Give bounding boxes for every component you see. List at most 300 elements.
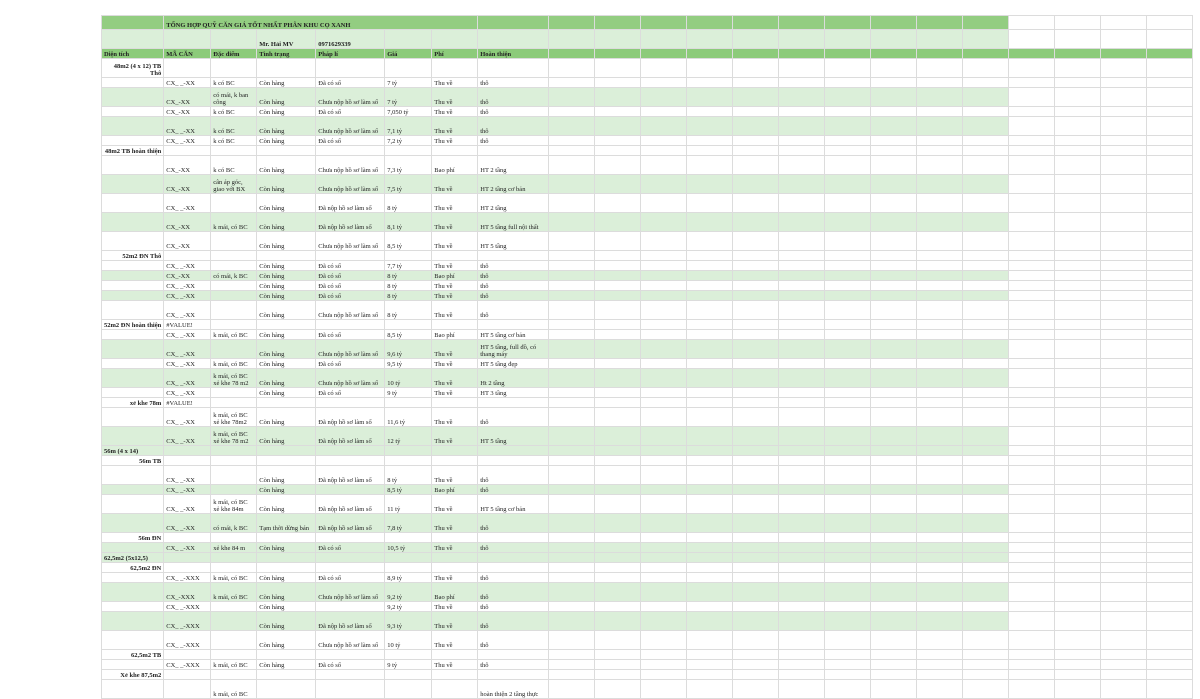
empty-cell[interactable] (687, 232, 733, 251)
empty-cell[interactable] (779, 340, 825, 359)
cell-status[interactable] (257, 146, 316, 156)
cell-unit-code[interactable] (164, 446, 211, 456)
empty-cell[interactable] (871, 680, 917, 699)
empty-cell[interactable] (641, 136, 687, 146)
empty-cell[interactable] (687, 30, 733, 49)
empty-cell[interactable] (1147, 670, 1193, 680)
cell-legal[interactable] (316, 146, 385, 156)
cell-finish[interactable]: thô (478, 261, 549, 271)
empty-cell[interactable] (641, 446, 687, 456)
empty-cell[interactable] (963, 369, 1009, 388)
empty-cell[interactable] (1147, 107, 1193, 117)
empty-cell[interactable] (1147, 16, 1193, 30)
cell-status[interactable]: Còn hàng (257, 232, 316, 251)
empty-cell[interactable] (687, 563, 733, 573)
empty-cell[interactable] (1147, 232, 1193, 251)
empty-cell[interactable] (871, 281, 917, 291)
empty-cell[interactable] (825, 271, 871, 281)
cell-legal[interactable]: Chưa nộp hồ sơ làm sổ (316, 175, 385, 194)
cell-feature[interactable] (211, 261, 257, 271)
empty-cell[interactable] (963, 59, 1009, 78)
empty-cell[interactable] (733, 466, 779, 485)
cell-status[interactable] (257, 650, 316, 660)
cell-price[interactable]: 9,2 tỷ (385, 583, 432, 602)
cell-finish[interactable]: thô (478, 107, 549, 117)
cell-status[interactable]: Tạm thời dừng bán (257, 514, 316, 533)
cell-feature[interactable]: có mái, k BC (211, 514, 257, 533)
empty-cell[interactable] (917, 408, 963, 427)
cell-price[interactable] (385, 320, 432, 330)
cell-legal[interactable] (316, 59, 385, 78)
empty-cell[interactable] (1009, 88, 1055, 107)
empty-cell[interactable] (963, 107, 1009, 117)
empty-cell[interactable] (917, 59, 963, 78)
empty-cell[interactable] (641, 670, 687, 680)
cell-finish[interactable] (478, 563, 549, 573)
cell-fee[interactable]: Thu về (432, 117, 478, 136)
cell-finish[interactable]: thô (478, 485, 549, 495)
empty-cell[interactable] (1009, 146, 1055, 156)
empty-cell[interactable] (779, 573, 825, 583)
empty-cell[interactable] (641, 612, 687, 631)
cell-status[interactable]: Còn hàng (257, 330, 316, 340)
cell-feature[interactable]: k mái, có BC (211, 359, 257, 369)
empty-cell[interactable] (963, 660, 1009, 670)
cell-finish[interactable]: thô (478, 271, 549, 281)
cell-unit-code[interactable]: CX_-XXX (164, 583, 211, 602)
cell-feature[interactable] (211, 281, 257, 291)
empty-cell[interactable] (779, 146, 825, 156)
cell-price[interactable]: 8,1 tỷ (385, 213, 432, 232)
cell-fee[interactable] (432, 320, 478, 330)
empty-cell[interactable] (687, 301, 733, 320)
area-cell[interactable]: 62,5m2 TB (102, 650, 164, 660)
empty-cell[interactable] (1009, 59, 1055, 78)
empty-cell[interactable] (549, 117, 595, 136)
empty-cell[interactable] (871, 427, 917, 446)
cell-feature[interactable]: xẻ khe 84 m (211, 543, 257, 553)
cell-finish[interactable]: thô (478, 408, 549, 427)
empty-cell[interactable] (641, 485, 687, 495)
empty-cell[interactable] (779, 427, 825, 446)
cell-finish[interactable] (478, 398, 549, 408)
empty-cell[interactable] (1055, 30, 1101, 49)
area-cell[interactable] (102, 680, 164, 699)
cell-fee[interactable]: Bao phí (432, 485, 478, 495)
empty-cell[interactable] (595, 514, 641, 533)
cell-unit-code[interactable]: CX_ _-XX (164, 369, 211, 388)
cell-legal[interactable]: Đã có sổ (316, 388, 385, 398)
empty-cell[interactable] (595, 271, 641, 281)
area-cell[interactable] (102, 573, 164, 583)
cell-unit-code[interactable]: CX_ _-XX (164, 261, 211, 271)
empty-cell[interactable] (595, 156, 641, 175)
empty-cell[interactable] (825, 49, 871, 59)
empty-cell[interactable] (1147, 680, 1193, 699)
empty-cell[interactable] (595, 49, 641, 59)
empty-cell[interactable] (917, 175, 963, 194)
cell-unit-code[interactable] (164, 650, 211, 660)
cell-fee[interactable]: Bao phí (432, 583, 478, 602)
empty-cell[interactable] (1101, 156, 1147, 175)
empty-cell[interactable] (1101, 213, 1147, 232)
empty-cell[interactable] (1101, 117, 1147, 136)
empty-cell[interactable] (687, 660, 733, 670)
empty-cell[interactable] (825, 369, 871, 388)
cell-feature[interactable]: k có BC (211, 117, 257, 136)
empty-cell[interactable] (825, 485, 871, 495)
empty-cell[interactable] (917, 301, 963, 320)
cell-status[interactable]: Còn hàng (257, 88, 316, 107)
area-cell[interactable] (102, 291, 164, 301)
cell-finish[interactable]: HT 2 tầng (478, 156, 549, 175)
empty-cell[interactable] (779, 251, 825, 261)
cell-finish[interactable]: HT 5 tầng full nội thất (478, 213, 549, 232)
empty-cell[interactable] (595, 59, 641, 78)
cell-finish[interactable]: thô (478, 117, 549, 136)
cell-legal[interactable]: Đã nộp hồ sơ làm sổ (316, 466, 385, 485)
empty-cell[interactable] (549, 30, 595, 49)
empty-cell[interactable] (733, 175, 779, 194)
empty-cell[interactable] (549, 466, 595, 485)
cell-legal[interactable] (316, 251, 385, 261)
empty-cell[interactable] (1055, 213, 1101, 232)
empty-cell[interactable] (779, 631, 825, 650)
empty-cell[interactable] (825, 16, 871, 30)
empty-cell[interactable] (779, 78, 825, 88)
empty-cell[interactable] (825, 543, 871, 553)
empty-cell[interactable] (549, 456, 595, 466)
cell-unit-code[interactable]: CX_ _-XX (164, 78, 211, 88)
empty-cell[interactable] (641, 553, 687, 563)
area-cell[interactable] (102, 602, 164, 612)
empty-cell[interactable] (595, 456, 641, 466)
empty-cell[interactable] (595, 583, 641, 602)
empty-cell[interactable] (1055, 156, 1101, 175)
cell-finish[interactable]: HT 5 tầng (478, 232, 549, 251)
area-cell[interactable] (102, 194, 164, 213)
empty-cell[interactable] (687, 602, 733, 612)
empty-cell[interactable] (1055, 194, 1101, 213)
empty-cell[interactable] (733, 340, 779, 359)
empty-cell[interactable] (1101, 495, 1147, 514)
empty-cell[interactable] (687, 543, 733, 553)
empty-cell[interactable] (1147, 251, 1193, 261)
empty-cell[interactable] (641, 340, 687, 359)
cell-legal[interactable]: Chưa nộp hồ sơ làm sổ (316, 583, 385, 602)
empty-cell[interactable] (1009, 271, 1055, 281)
empty-cell[interactable] (963, 612, 1009, 631)
empty-cell[interactable] (825, 146, 871, 156)
cell-feature[interactable] (211, 631, 257, 650)
empty-cell[interactable] (549, 602, 595, 612)
area-cell[interactable] (102, 261, 164, 271)
empty-cell[interactable] (549, 495, 595, 514)
empty-cell[interactable] (1101, 427, 1147, 446)
cell-unit-code[interactable]: CX_-XX (164, 107, 211, 117)
cell-finish[interactable]: HT 5 tầng cơ bản (478, 495, 549, 514)
empty-cell[interactable] (963, 320, 1009, 330)
cell-fee[interactable]: Thu về (432, 261, 478, 271)
cell-status[interactable]: Còn hàng (257, 543, 316, 553)
empty-cell[interactable] (687, 88, 733, 107)
cell-price[interactable]: 9,6 tỷ (385, 340, 432, 359)
empty-cell[interactable] (1055, 563, 1101, 573)
empty-cell[interactable] (595, 281, 641, 291)
empty-cell[interactable] (871, 631, 917, 650)
empty-cell[interactable] (595, 388, 641, 398)
empty-cell[interactable] (733, 251, 779, 261)
empty-cell[interactable] (1147, 427, 1193, 446)
empty-cell[interactable] (1009, 291, 1055, 301)
cell-fee[interactable]: Bao phí (432, 271, 478, 281)
empty-cell[interactable] (779, 456, 825, 466)
empty-cell[interactable] (164, 30, 211, 49)
empty-cell[interactable] (871, 330, 917, 340)
cell-unit-code[interactable]: CX_ _-XX (164, 543, 211, 553)
cell-status[interactable]: Còn hàng (257, 340, 316, 359)
cell-unit-code[interactable]: CX_ _-XX (164, 291, 211, 301)
empty-cell[interactable] (825, 291, 871, 301)
empty-cell[interactable] (595, 543, 641, 553)
cell-price[interactable]: 8 tỷ (385, 466, 432, 485)
empty-cell[interactable] (825, 320, 871, 330)
empty-cell[interactable] (917, 398, 963, 408)
cell-legal[interactable]: Đã nộp hồ sơ làm sổ (316, 495, 385, 514)
empty-cell[interactable] (733, 281, 779, 291)
cell-fee[interactable]: Thu về (432, 369, 478, 388)
empty-cell[interactable] (733, 291, 779, 301)
empty-cell[interactable] (641, 543, 687, 553)
empty-cell[interactable] (1055, 146, 1101, 156)
empty-cell[interactable] (641, 232, 687, 251)
empty-cell[interactable] (963, 30, 1009, 49)
cell-legal[interactable] (316, 680, 385, 699)
header-finish[interactable]: Hoàn thiện (478, 49, 549, 59)
empty-cell[interactable] (917, 650, 963, 660)
cell-unit-code[interactable] (164, 533, 211, 543)
cell-fee[interactable]: Thu về (432, 466, 478, 485)
empty-cell[interactable] (733, 232, 779, 251)
area-cell[interactable] (102, 271, 164, 281)
cell-status[interactable] (257, 563, 316, 573)
cell-price[interactable]: 7,050 tỷ (385, 107, 432, 117)
empty-cell[interactable] (1101, 261, 1147, 271)
cell-status[interactable]: Còn hàng (257, 78, 316, 88)
empty-cell[interactable] (1009, 583, 1055, 602)
empty-cell[interactable] (825, 117, 871, 136)
cell-status[interactable]: Còn hàng (257, 369, 316, 388)
cell-fee[interactable]: Bao phí (432, 156, 478, 175)
cell-status[interactable]: Còn hàng (257, 602, 316, 612)
cell-price[interactable]: 8 tỷ (385, 301, 432, 320)
empty-cell[interactable] (595, 553, 641, 563)
header-status[interactable]: Tình trạng (257, 49, 316, 59)
empty-cell[interactable] (963, 495, 1009, 514)
cell-finish[interactable]: HT 2 tầng (478, 194, 549, 213)
empty-cell[interactable] (963, 485, 1009, 495)
cell-fee[interactable]: Thu về (432, 107, 478, 117)
cell-finish[interactable]: Ht 2 tầng (478, 369, 549, 388)
area-cell[interactable]: 56m TB (102, 456, 164, 466)
empty-cell[interactable] (1147, 194, 1193, 213)
empty-cell[interactable] (1101, 602, 1147, 612)
cell-feature[interactable]: k có BC (211, 136, 257, 146)
empty-cell[interactable] (871, 563, 917, 573)
empty-cell[interactable] (1009, 466, 1055, 485)
empty-cell[interactable] (687, 583, 733, 602)
empty-cell[interactable] (1101, 543, 1147, 553)
empty-cell[interactable] (595, 369, 641, 388)
empty-cell[interactable] (917, 320, 963, 330)
empty-cell[interactable] (1147, 291, 1193, 301)
area-cell[interactable] (102, 408, 164, 427)
empty-cell[interactable] (641, 660, 687, 670)
cell-price[interactable] (385, 533, 432, 543)
empty-cell[interactable] (1009, 320, 1055, 330)
empty-cell[interactable] (549, 660, 595, 670)
empty-cell[interactable] (871, 156, 917, 175)
empty-cell[interactable] (595, 660, 641, 670)
cell-price[interactable]: 7,3 tỷ (385, 156, 432, 175)
empty-cell[interactable] (549, 261, 595, 271)
area-cell[interactable] (102, 495, 164, 514)
empty-cell[interactable] (733, 78, 779, 88)
empty-cell[interactable] (1147, 175, 1193, 194)
cell-fee[interactable]: Thu về (432, 281, 478, 291)
empty-cell[interactable] (687, 194, 733, 213)
cell-status[interactable] (257, 320, 316, 330)
empty-cell[interactable] (641, 631, 687, 650)
empty-cell[interactable] (733, 456, 779, 466)
cell-feature[interactable]: k mái, có BC xẻ khe 84m (211, 495, 257, 514)
cell-price[interactable]: 9 tỷ (385, 660, 432, 670)
cell-status[interactable]: Còn hàng (257, 631, 316, 650)
contact-name[interactable]: Mr. Hải MV (257, 30, 316, 49)
empty-cell[interactable] (1055, 446, 1101, 456)
cell-feature[interactable]: k mái, có BC (211, 680, 257, 699)
empty-cell[interactable] (779, 136, 825, 146)
cell-legal[interactable] (316, 563, 385, 573)
empty-cell[interactable] (825, 650, 871, 660)
cell-feature[interactable] (211, 553, 257, 563)
cell-legal[interactable]: Chưa nộp hồ sơ làm sổ (316, 88, 385, 107)
empty-cell[interactable] (1101, 232, 1147, 251)
empty-cell[interactable] (1101, 175, 1147, 194)
area-cell[interactable]: 56m (4 x 14) (102, 446, 164, 456)
empty-cell[interactable] (1147, 117, 1193, 136)
empty-cell[interactable] (595, 88, 641, 107)
empty-cell[interactable] (1009, 388, 1055, 398)
cell-price[interactable] (385, 553, 432, 563)
cell-fee[interactable] (432, 533, 478, 543)
empty-cell[interactable] (641, 466, 687, 485)
empty-cell[interactable] (1101, 398, 1147, 408)
empty-cell[interactable] (549, 49, 595, 59)
cell-price[interactable]: 7,8 tỷ (385, 514, 432, 533)
empty-cell[interactable] (1055, 456, 1101, 466)
empty-cell[interactable] (825, 583, 871, 602)
empty-cell[interactable] (825, 612, 871, 631)
empty-cell[interactable] (733, 301, 779, 320)
empty-cell[interactable] (1055, 251, 1101, 261)
empty-cell[interactable] (733, 261, 779, 271)
cell-fee[interactable]: Thu về (432, 660, 478, 670)
empty-cell[interactable] (1055, 117, 1101, 136)
empty-cell[interactable] (1101, 446, 1147, 456)
empty-cell[interactable] (687, 485, 733, 495)
cell-feature[interactable] (211, 251, 257, 261)
empty-cell[interactable] (871, 408, 917, 427)
empty-cell[interactable] (917, 16, 963, 30)
cell-feature[interactable] (211, 466, 257, 485)
empty-cell[interactable] (963, 650, 1009, 660)
empty-cell[interactable] (825, 533, 871, 543)
empty-cell[interactable] (779, 359, 825, 369)
cell-finish[interactable] (478, 146, 549, 156)
empty-cell[interactable] (871, 301, 917, 320)
empty-cell[interactable] (779, 543, 825, 553)
empty-cell[interactable] (917, 251, 963, 261)
empty-cell[interactable] (1101, 563, 1147, 573)
cell-fee[interactable] (432, 251, 478, 261)
cell-legal[interactable]: Đã nộp hồ sơ làm sổ (316, 427, 385, 446)
empty-cell[interactable] (1101, 320, 1147, 330)
empty-cell[interactable] (1055, 232, 1101, 251)
empty-cell[interactable] (1101, 650, 1147, 660)
empty-cell[interactable] (549, 232, 595, 251)
cell-status[interactable]: Còn hàng (257, 583, 316, 602)
cell-price[interactable] (385, 251, 432, 261)
cell-legal[interactable]: Đã nộp hồ sơ làm sổ (316, 514, 385, 533)
cell-feature[interactable]: k mái, có BC (211, 583, 257, 602)
cell-price[interactable]: 10 tỷ (385, 631, 432, 650)
empty-cell[interactable] (1101, 291, 1147, 301)
empty-cell[interactable] (1009, 232, 1055, 251)
empty-cell[interactable] (1101, 456, 1147, 466)
empty-cell[interactable] (641, 78, 687, 88)
empty-cell[interactable] (871, 553, 917, 563)
empty-cell[interactable] (963, 466, 1009, 485)
empty-cell[interactable] (917, 156, 963, 175)
empty-cell[interactable] (963, 583, 1009, 602)
cell-status[interactable]: Còn hàng (257, 117, 316, 136)
empty-cell[interactable] (963, 271, 1009, 281)
empty-cell[interactable] (825, 261, 871, 271)
empty-cell[interactable] (1147, 456, 1193, 466)
empty-cell[interactable] (595, 175, 641, 194)
empty-cell[interactable] (595, 136, 641, 146)
empty-cell[interactable] (917, 660, 963, 670)
empty-cell[interactable] (211, 30, 257, 49)
empty-cell[interactable] (641, 533, 687, 543)
empty-cell[interactable] (595, 398, 641, 408)
empty-cell[interactable] (595, 146, 641, 156)
empty-cell[interactable] (1009, 543, 1055, 553)
empty-cell[interactable] (871, 88, 917, 107)
empty-cell[interactable] (1147, 660, 1193, 670)
empty-cell[interactable] (1147, 485, 1193, 495)
empty-cell[interactable] (641, 359, 687, 369)
empty-cell[interactable] (595, 330, 641, 340)
empty-cell[interactable] (478, 16, 549, 30)
cell-fee[interactable]: Thu về (432, 543, 478, 553)
empty-cell[interactable] (1009, 251, 1055, 261)
empty-cell[interactable] (1101, 271, 1147, 281)
empty-cell[interactable] (641, 301, 687, 320)
cell-status[interactable]: Còn hàng (257, 495, 316, 514)
empty-cell[interactable] (1055, 59, 1101, 78)
